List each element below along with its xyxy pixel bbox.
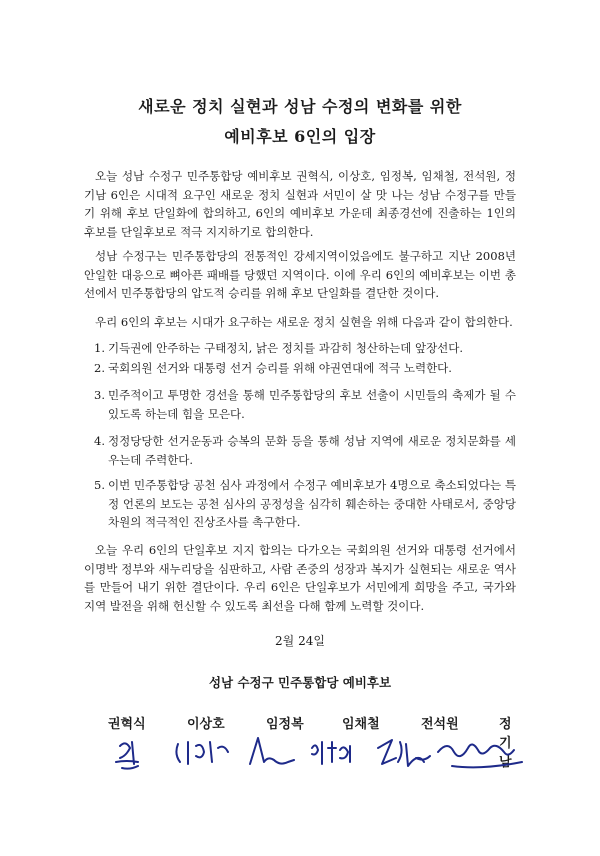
candidate-name: 전석원 — [421, 717, 459, 732]
list-item — [84, 432, 516, 469]
list-item-number: 3. — [94, 388, 105, 402]
list-item — [84, 359, 516, 378]
signature-lee — [176, 742, 228, 764]
signatures — [100, 728, 560, 778]
signature-jung — [438, 744, 522, 767]
list-item-text: 이번 민주통합당 공천 심사 과정에서 수정구 예비후보가 4명으로 축소되었다는 특정 언론의 보도는 공천 심사의 공정성을 심각히 훼손하는 중대한 사태로서, 중앙당 차원의 적극적인 진상조사를 촉구한다. — [108, 478, 516, 529]
signature-lim-cc — [312, 742, 350, 764]
signature-kwon — [116, 742, 138, 769]
list-item-number: 2. — [94, 361, 105, 375]
list-item — [84, 339, 516, 358]
list-item-text: 정정당당한 선거운동과 승복의 문화 등을 통해 성남 지역에 새로운 정치문화를 세우는데 주력한다. — [108, 434, 516, 467]
list-item — [84, 386, 516, 423]
candidate-name: 정기남 — [499, 717, 512, 770]
list-item — [84, 476, 516, 532]
list-item-text: 국회의원 선거와 대통령 선거 승리를 위해 야권연대에 적극 노력한다. — [108, 361, 452, 375]
intro-paragraph: 오늘 성남 수정구 민주통합당 예비후보 권혁식, 이상호, 임정복, 임채철, 전석원, 정기남 6인은 시대적 요구인 새로운 정치 실현과 서민이 살 맛 나는 성남 수정구를 만들기 위해 후보 단일화에 합의하고, 6인의 예비후보 가운데 최종경선에 진출하는 1인의 후보를 단일후보로 적극 지지하기로 합의한다. — [84, 169, 516, 239]
candidate-name: 권혁식 — [108, 717, 146, 732]
list-item-number: 1. — [94, 341, 105, 355]
candidate-name: 임정복 — [266, 717, 304, 732]
agreement-intro-paragraph: 우리 6인의 후보는 시대가 요구하는 새로운 정치 실현을 위해 다음과 같이 합의한다. — [95, 315, 513, 329]
candidate-name: 임채철 — [342, 717, 380, 732]
document-title-line1: 새로운 정치 실현과 성남 수정의 변화를 위한 — [138, 97, 462, 116]
document-date: 2월 24일 — [275, 634, 325, 648]
list-item-text: 민주적이고 투명한 경선을 통해 민주통합당의 후보 선출이 시민들의 축제가 될 수 있도록 하는데 힘을 모은다. — [108, 388, 516, 421]
signature-lim-jb — [250, 738, 294, 764]
closing-paragraph: 오늘 우리 6인의 단일후보 지지 합의는 다가오는 국회의원 선거와 대통령 선거에서 이명박 정부와 새누리당을 심판하고, 사람 존중의 성장과 복지가 실현되는 새로운 역사를 만들어 내기 위한 결단이다. 우리 6인은 단일후보가 서민에게 희망을 주고, 국가와 지역 발전을 위해 헌신할 수 있도록 최선을 다해 함께 노력할 것이다. — [84, 543, 516, 613]
signature-jeon — [378, 740, 430, 766]
list-item-number: 5. — [94, 478, 105, 492]
document-title-line2: 예비후보 6인의 입장 — [224, 127, 376, 146]
candidate-name: 이상호 — [187, 717, 225, 732]
list-item-text: 기득권에 안주하는 구태정치, 낡은 정치를 과감히 청산하는데 앞장선다. — [108, 341, 464, 355]
background-paragraph: 성남 수정구는 민주통합당의 전통적인 강세지역이었음에도 불구하고 지난 2008년 안일한 대응으로 뼈아픈 패배를 당했던 지역이다. 이에 우리 6인의 예비후보는 이번 총선에서 민주통합당의 압도적 승리를 위해 후보 단일화를 결단한 것이다. — [84, 249, 516, 300]
organization-name: 성남 수정구 민주통합당 예비후보 — [208, 675, 392, 690]
list-item-number: 4. — [94, 434, 105, 448]
